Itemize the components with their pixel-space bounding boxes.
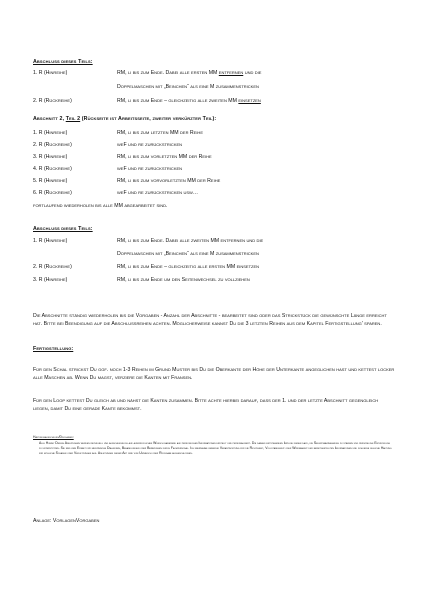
row-text: weF und re zurückstricken usw…	[117, 190, 199, 196]
section2-heading: Abschnitt 2, Teil 2 (Rückseite ist Arbeitsseite, zweiter verkürzter Teil):	[33, 116, 217, 122]
row-label: 2. R (Rückreihe)	[33, 142, 72, 148]
row-text: weF und re zurückstricken	[117, 142, 183, 148]
row-label: 2. R (Rückreihe)	[33, 264, 72, 270]
row-label: 4. R (Rückreihe)	[33, 166, 72, 172]
row-text: RM, li bis zum vorletzten MM der Reihe	[117, 154, 212, 160]
row-text: Doppelmaschen mit „Beinchen“ als eine M zusammenstricken	[117, 84, 259, 90]
disclaimer-title: Haftungsausschluss/Disclaimer:	[33, 435, 74, 439]
attachment-note: Anlage: VorlagenVorgaben	[33, 518, 100, 524]
row-text: RM, li bis zum Ende um den Seitenwechsel zu vollziehen	[117, 277, 250, 283]
row-text: RM, li bis zum Ende. Dabei alle zweiten MM entfernen und die	[117, 238, 264, 244]
section1-heading: Abschluss dieses Teils:	[33, 59, 93, 65]
section3-heading: Abschluss dieses Teils:	[33, 226, 93, 232]
row-text: weF und re zurückstricken	[117, 166, 183, 172]
row-label: 6. R (Rückreihe)	[33, 190, 72, 196]
repeat-instructions-paragraph: Die Abschnitte ständig wiederholen bis die Vorgaben - Anzahl der Abschnitte - bearbeitet sind oder das Strickstück die gewünschte Länge erreicht hat. Bitte bei Beendigung auf die Abschlussreihen achten. Möglicherweise kannst Du die 3 letzten Reihen aus dem Kapitel Fertigstellung' sparen.	[33, 313, 387, 327]
disclaimer-text: Alle Hummy Design Anleitungen werden individuell und ausschließlich auf ausdrücklichen Wunsch basierend auf persönlichen Informationen erstellt und personalisiert. Die daraus entstehenden Impulse dienen dazu, die Selbstwahrnehmung zu stärken und persönliche Entwicklung zu unterstützen. Sie sind kein Ersatz für medizinische Diagnosen, Behandlungen oder Beratungen durch Fachpersonal. Ich übernehme keinerlei Verantwortung für die Richtigkeit, Vollständigkeit oder Wirksamkeit der bereitgestellten Informationen und schließe jegliche Haftung für mögliche Schäden oder Verletzungen aus. Anleitungen dieser Art sind vom Umtausch oder Rückgabe ausgeschlossen.	[39, 441, 392, 456]
section2-note: fortlaufend wiederholen bis alle MM abgearbeitet sind.	[33, 203, 168, 209]
row-label: 1. R (Hinreihe)	[33, 70, 68, 76]
fertigstellung-paragraph-2: Für den Loop kettest Du gleich ab und nähst die Kanten zusammen. Bitte achte hierbei darauf, dass der 1. und der letzte Abschnitt gegengleich liegen, damit Du eine gerade Kante bekommst.	[33, 398, 379, 412]
row-text: RM, li bis zum vorvorletzten MM der Reihe	[117, 178, 221, 184]
row-text: RM, li bis zum Ende – gleichzeitig alle ersten MM einsetzen	[117, 264, 260, 270]
fertigstellung-paragraph-1: Für den Schal strickst Du ggf. noch 1-3 Reihen im Grund Muster bis Du die Oberkante der Höhe der Unterkante angeglichen hast und kettest locker alle Maschen ab. Wenn Du magst, verziere die Kanten mit Fransen.	[33, 367, 395, 381]
fertigstellung-heading: Fertigstellung:	[33, 346, 74, 352]
row-text: Doppelmaschen mit „Beinchen“ als eine M zusammenstricken	[117, 251, 259, 257]
row-text: RM, li bis zum Ende. Dabei alle ersten MM entfernen und die	[117, 70, 262, 76]
row-label: 5. R (Hinreihe)	[33, 178, 68, 184]
row-text: RM, li bis zum Ende – gleichzeitig alle zweiten MM einsetzen	[117, 98, 261, 104]
row-label: 3. R (Hinreihe)	[33, 154, 68, 160]
row-label: 2. R (Rückreihe)	[33, 98, 72, 104]
row-text: RM, li bis zum letzten MM der Reihe	[117, 130, 203, 136]
row-label: 3. R (Hinreihe)	[33, 277, 68, 283]
row-label: 1. R (Hinreihe)	[33, 238, 68, 244]
row-label: 1. R (Hinreihe)	[33, 130, 68, 136]
